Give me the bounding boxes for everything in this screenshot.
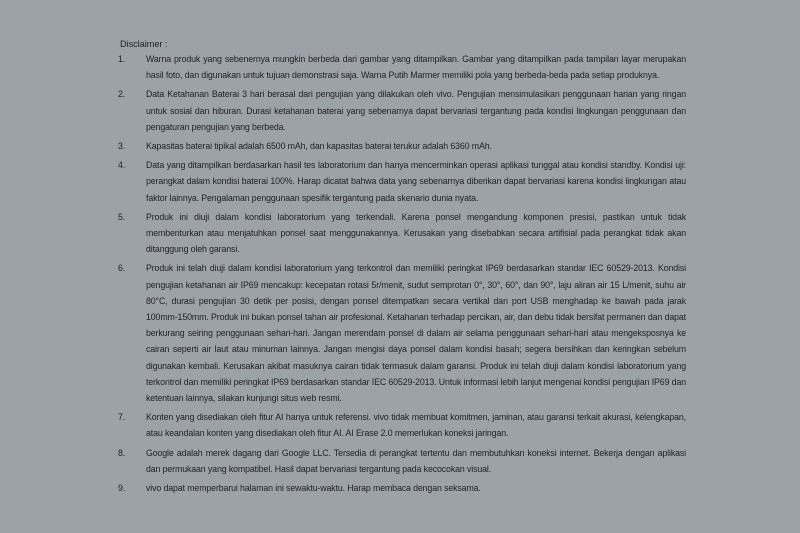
- item-number: 1.: [118, 54, 126, 64]
- disclaimer-item-4: [118, 157, 686, 206]
- item-number: 3.: [118, 141, 126, 152]
- disclaimer-list: [118, 51, 686, 499]
- item-number: 2.: [118, 89, 126, 100]
- item-text: Data Ketahanan Baterai 3 hari berasal dari pengujian yang dilakukan oleh vivo. Pengujian mensimulasikan penggunaan harian yang ringan untuk sosial dan hiburan. Durasi ketahanan baterai yang sebenarnya dapat bervariasi tergantung pada kondisi lingkungan penggunaan dan pengaturan pengujian yang berbeda.: [146, 89, 686, 132]
- item-text: Google adalah merek dagang dari Google LLC. Tersedia di perangkat tertentu dan membutuhkan koneksi internet. Bekerja dengan aplikasi dan permukaan yang kompatibel. Hasil dapat bervariasi tergantung pada kecocokan visual.: [146, 447, 686, 474]
- item-text: Produk ini telah diuji dalam kondisi laboratorium yang terkontrol dan memiliki peringkat IP69 berdasarkan standar IEC 60529-2013. Kondisi pengujian ketahanan air IP69 mencakup: kecepatan rotasi 5r/menit, sudut semprotan 0°, 30°, 60°, dan 90°, laju aliran air 15 L/menit, suhu air 80°C, durasi pengujian 30 detik per posisi, dengan ponsel ditempatkan secara vertikal dan port USB menghadap ke bawah pada jarak 100mm-150mm. Produk ini bukan ponsel tahan air profesional. Ketahanan terhadap percikan, air, dan debu tidak bersifat permanen dan dapat berkurang seiring penggunaan sehari-hari. Jangan merendam ponsel di dalam air selama penggunaan sehari-hari atau mengeksposnya ke cairan seperti air laut atau minuman lainnya. Jangan mengisi daya ponsel dalam kondisi basah; segera bersihkan dan keringkan sebelum digunakan kembali. Kerusakan akibat masuknya cairan tidak termasuk dalam garansi. Produk ini telah diuji dalam kondisi laboratorium yang terkontrol dan memiliki peringkat IP69 berdasarkan standar IEC 60529-2013. Untuk informasi lebih lanjut mengenai kondisi pengujian IP69 dan ketentuan lainnya, silakan kunjungi situs web resmi.: [146, 263, 686, 404]
- item-number: 4.: [118, 160, 126, 171]
- item-number: 6.: [118, 263, 126, 274]
- disclaimer-item-6: [118, 260, 686, 406]
- item-text: Kapasitas baterai tipikal adalah 6500 mAh, dan kapasitas baterai terukur adalah 6360 mAh.: [146, 141, 492, 152]
- item-text: vivo dapat memperbarui halaman ini sewaktu-waktu. Harap membaca dengan seksama.: [146, 483, 481, 494]
- disclaimer-item-3: [118, 138, 686, 154]
- disclaimer-heading: Disclaimer :: [120, 39, 168, 49]
- disclaimer-item-5: [118, 209, 686, 258]
- item-text: Produk ini diuji dalam kondisi laboratorium yang terkendali. Karena ponsel mengandung komponen presisi, pastikan untuk tidak membenturkan atau menjatuhkan ponsel saat menggunakannya. Kerusakan yang disebabkan secara artifisial pada perangkat tidak akan ditanggung oleh garansi.: [146, 211, 686, 255]
- item-number: 5.: [118, 211, 126, 222]
- item-text: Warna produk yang sebenernya mungkin berbeda dari gambar yang ditampilkan. Gambar yang ditampilkan pada tampilan layar merupakan hasil foto, dan digunakan untuk tujuan demonstrasi saja. Warna Putih Marmer memiliki pola yang berbeda-beda pada setiap produknya.: [146, 54, 686, 81]
- item-text: Konten yang disediakan oleh fitur AI hanya untuk referensi. vivo tidak membuat komitmen, jaminan, atau garansi terkait akurasi, kelengkapan, atau keandalan konten yang disediakan oleh fitur AI. AI Erase 2.0 memerlukan koneksi jaringan.: [146, 412, 686, 439]
- disclaimer-item-8: [118, 445, 686, 477]
- item-number: 8.: [118, 447, 126, 458]
- disclaimer-item-7: [118, 409, 686, 441]
- disclaimer-item-9: [118, 480, 686, 496]
- item-number: 9.: [118, 483, 126, 494]
- disclaimer-item-1: [118, 51, 686, 83]
- item-number: 7.: [118, 412, 126, 423]
- disclaimer-item-2: [118, 86, 686, 135]
- item-text: Data yang ditampilkan berdasarkan hasil tes laboratorium dan hanya mencerminkan operasi aplikasi tunggal atau kondisi standby. Kondisi uji: perangkat dalam kondisi baterai 100%. Harap dicatat bahwa data yang sebenarnya diberikan dapat bervariasi karena kondisi lingkungan atau faktor lainnya. Pengalaman penggunaan spesifik tergantung pada skenario dunia nyata.: [146, 160, 686, 203]
